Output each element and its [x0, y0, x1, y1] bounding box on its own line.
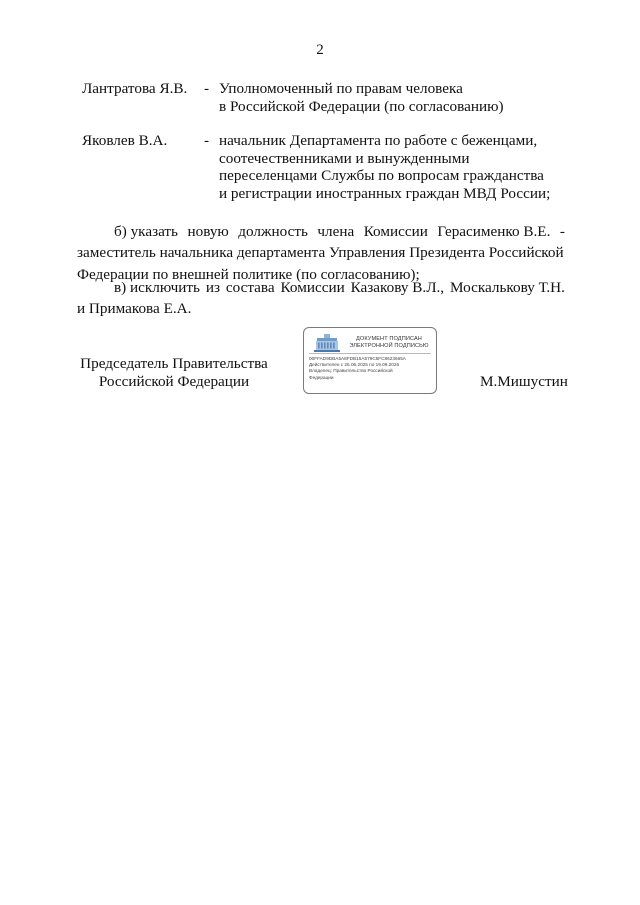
stamp-divider — [309, 353, 431, 354]
paragraph-line: заместитель начальника департамента Управления Президента Российской — [77, 244, 564, 262]
member-name: Яковлев В.А. — [82, 132, 168, 149]
signatory-name: М.Мишустин — [480, 373, 568, 390]
stamp-title-line: ЭЛЕКТРОННОЙ ПОДПИСЬЮ — [349, 343, 429, 349]
certificate-number: 00FFAD9DBA5A8FDB15A579C5FC8623665A — [309, 356, 406, 361]
member-dash: - — [204, 80, 210, 97]
role-line: Уполномоченный по правам человека — [219, 80, 463, 97]
paragraph-line: и Примакова Е.А. — [77, 300, 192, 318]
signatory-title — [74, 355, 274, 390]
word: Комиссии — [363, 223, 428, 240]
signatory-title-line: Председатель Правительства — [80, 355, 268, 372]
word: члена — [317, 223, 355, 240]
word: Комиссии — [280, 279, 345, 296]
paragraph-v — [77, 277, 565, 320]
role-line: и регистрации иностранных граждан МВД России; — [219, 184, 551, 202]
government-building-icon — [312, 333, 342, 353]
member-dash: - — [204, 132, 210, 149]
signatory-title-line: Российской Федерации — [98, 372, 250, 390]
word: состава — [225, 279, 275, 296]
role-line: в Российской Федерации (по согласованию) — [219, 97, 504, 115]
word: из — [205, 279, 220, 296]
page-number: 2 — [316, 42, 324, 58]
word: в) исключить — [114, 279, 200, 296]
stamp-info — [309, 356, 435, 381]
role-line: начальник Департамента по работе с беженцами, — [219, 132, 538, 149]
member-role — [219, 132, 569, 202]
role-line: переселенцами Службы по вопросам гражданства — [219, 167, 544, 185]
paragraph-first-line — [77, 221, 565, 242]
validity-period: Действителен с 26.06.2025 по 19.09.2026 — [309, 362, 400, 368]
word: Москалькову Т.Н. — [450, 279, 565, 296]
word: должность — [238, 223, 308, 240]
role-line: соотечественниками и вынужденными — [219, 149, 470, 167]
word: Герасименко В.Е. — [437, 223, 551, 240]
member-role — [219, 80, 569, 115]
stamp-title — [344, 336, 434, 350]
paragraph-b — [77, 221, 565, 285]
word: Казакову В.Л., — [350, 279, 445, 296]
paragraph-first-line — [77, 277, 565, 298]
word: - — [559, 223, 565, 240]
word: б) указать — [114, 223, 178, 240]
stamp-title-line: ДОКУМЕНТ ПОДПИСАН — [356, 336, 422, 342]
paragraph-line: Федерации по внешней политике (по согласованию); — [77, 265, 420, 283]
word: новую — [187, 223, 229, 240]
member-name: Лантратова Я.В. — [82, 80, 188, 97]
owner-line: Владелец: Правительство Российской — [309, 368, 393, 374]
e-signature-stamp — [303, 327, 437, 394]
owner-line: Федерации — [309, 374, 334, 380]
